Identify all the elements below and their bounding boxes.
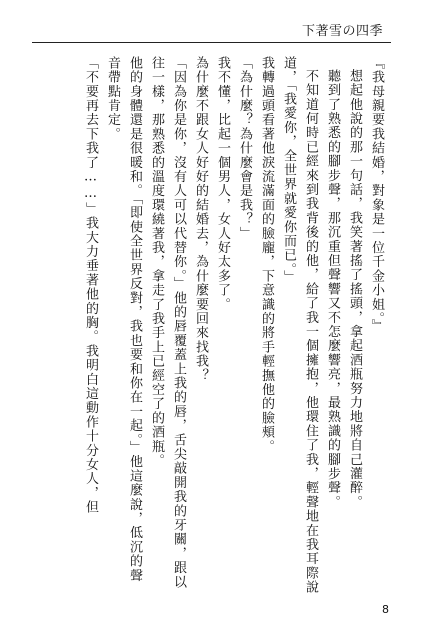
paragraph: 我不懂，比起一個男人，女人好太多了。 xyxy=(215,56,230,312)
running-header-title: 下著雪の四季 xyxy=(301,24,383,39)
paragraph: 「不要再去下我了……」我大力垂著他的胸。我明白這動作十分女人，但 xyxy=(83,56,98,515)
paragraph: 他的身體還是很暖和。「即使全世界反對，我也要和你在一起。」他這麼說，低沉的聲音帶點肯定。 xyxy=(105,56,142,583)
paragraph: 我轉過頭看著他淚流滿面的臉龐，下意識的將手輕撫他的臉頰。 xyxy=(259,56,274,454)
paragraph: 為什麼不跟女人好好的結婚去，為什麼要回來找我？ xyxy=(193,56,208,383)
paragraph: 「因為你是你，沒有人可以代替你。」他的唇覆蓋上我的唇，舌尖敲開我的牙關，跟以往一樣，那熟悉的溫度環繞著我，拿走了我手上已經空了的酒瓶。 xyxy=(149,56,186,590)
paragraph: 想起他說的那一句話，我笑著搖了搖頭，拿起酒瓶努力地將自己灌醉。 xyxy=(347,69,362,510)
header-divider xyxy=(32,42,391,43)
paragraph: 不知道何時已經來到我背後的他，給了我一個擁抱，他環住了我，輕聲地在我耳際說道，「我愛你，全世界就愛你而已。」 xyxy=(281,56,318,595)
page-number: 8 xyxy=(382,603,389,616)
body-text xyxy=(35,56,387,596)
paragraph: 『我母親要我結婚，對象是一位千金小姐。』 xyxy=(369,56,384,334)
paragraph: 聽到了熟悉的腳步聲，那沉重但聲響又不怎麼響亮，最熟識的腳步聲。 xyxy=(325,69,340,510)
paragraph: 「為什麼？為什麼會是我？」 xyxy=(237,56,252,241)
